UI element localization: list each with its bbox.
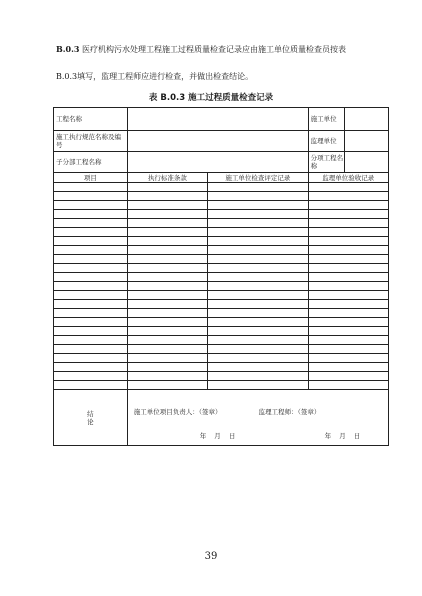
table-cell[interactable]	[308, 381, 388, 390]
subunit-value[interactable]	[127, 152, 308, 173]
table-cell[interactable]	[208, 264, 309, 273]
table-cell[interactable]	[54, 219, 128, 228]
table-cell[interactable]	[54, 300, 128, 309]
table-cell[interactable]	[54, 345, 128, 354]
table-cell[interactable]	[308, 192, 388, 201]
intro-line-1	[56, 44, 346, 55]
table-cell[interactable]	[208, 372, 309, 381]
table-row	[54, 273, 389, 282]
col-header-supervisor-record: 监理单位验收记录	[308, 173, 388, 183]
table-cell[interactable]	[127, 318, 207, 327]
table-cell[interactable]	[127, 201, 207, 210]
table-row	[54, 318, 389, 327]
table-cell[interactable]	[308, 228, 388, 237]
table-cell[interactable]	[208, 381, 309, 390]
table-cell[interactable]	[308, 201, 388, 210]
table-row	[54, 291, 389, 300]
table-cell[interactable]	[54, 309, 128, 318]
table-row	[54, 300, 389, 309]
table-cell[interactable]	[208, 345, 309, 354]
subitem-label: 分项工程名称	[310, 154, 344, 170]
table-row	[54, 183, 389, 192]
table-cell[interactable]	[308, 291, 388, 300]
table-cell[interactable]	[127, 219, 207, 228]
table-cell[interactable]	[308, 255, 388, 264]
table-cell[interactable]	[54, 363, 128, 372]
table-cell[interactable]	[308, 237, 388, 246]
page-number: 39	[204, 551, 218, 562]
table-cell[interactable]	[208, 273, 309, 282]
table-cell[interactable]	[127, 264, 207, 273]
table-cell[interactable]	[54, 372, 128, 381]
table-cell[interactable]	[127, 273, 207, 282]
table-cell[interactable]	[308, 219, 388, 228]
project-name-label: 工程名称	[54, 108, 128, 131]
table-cell[interactable]	[54, 282, 128, 291]
table-cell[interactable]	[127, 372, 207, 381]
table-cell[interactable]	[54, 291, 128, 300]
table-row	[54, 219, 389, 228]
table-cell[interactable]	[308, 282, 388, 291]
table-cell[interactable]	[127, 192, 207, 201]
table-cell[interactable]	[54, 354, 128, 363]
col-header-item: 项目	[54, 173, 128, 183]
supervisor-sign-date: 年 月 日	[324, 432, 361, 440]
table-cell[interactable]	[208, 201, 309, 210]
table-cell[interactable]	[208, 192, 309, 201]
intro-text-1: 医疗机构污水处理工程施工过程质量检查记录应由施工单位质量检查员按表	[82, 45, 347, 54]
table-cell[interactable]	[127, 300, 207, 309]
table-row	[54, 255, 389, 264]
table-cell[interactable]	[127, 363, 207, 372]
table-cell[interactable]	[308, 372, 388, 381]
table-row	[54, 264, 389, 273]
table-cell[interactable]	[208, 255, 309, 264]
table-cell[interactable]	[208, 336, 309, 345]
table-row	[54, 372, 389, 381]
table-cell[interactable]	[54, 264, 128, 273]
supervisor-sign-area[interactable]	[253, 390, 388, 445]
table-cell[interactable]	[308, 300, 388, 309]
table-row	[54, 192, 389, 201]
table-row	[54, 237, 389, 246]
table-row	[54, 381, 389, 390]
table-cell[interactable]	[127, 210, 207, 219]
table-cell[interactable]	[54, 255, 128, 264]
table-cell[interactable]	[127, 237, 207, 246]
table-cell[interactable]	[127, 354, 207, 363]
table-row	[54, 363, 389, 372]
table-cell[interactable]	[127, 381, 207, 390]
table-cell[interactable]	[308, 273, 388, 282]
conclusion-text: 结论	[87, 409, 94, 426]
standard-label: 施工执行规范名称及编号	[54, 131, 128, 152]
table-row	[54, 282, 389, 291]
table-cell[interactable]	[308, 309, 388, 318]
table-cell[interactable]	[127, 291, 207, 300]
table-cell[interactable]	[308, 327, 388, 336]
supervisor-sign-label: 监理工程师：（签章）	[258, 408, 321, 416]
table-cell[interactable]	[54, 183, 128, 192]
contractor-sign-date: 年 月 日	[199, 432, 236, 440]
intro-text-2: B.0.3填写，监理工程师应进行检查，并做出检查结论。	[56, 72, 254, 81]
table-cell[interactable]	[308, 264, 388, 273]
table-cell[interactable]	[308, 210, 388, 219]
table-row	[54, 327, 389, 336]
table-cell[interactable]	[208, 237, 309, 246]
table-cell[interactable]	[308, 183, 388, 192]
table-cell[interactable]	[208, 228, 309, 237]
contractor-sign-area[interactable]	[128, 390, 253, 445]
table-cell[interactable]	[308, 336, 388, 345]
table-cell[interactable]	[54, 318, 128, 327]
table-row	[54, 210, 389, 219]
construction-unit-label: 施工单位	[309, 108, 345, 130]
table-cell[interactable]	[54, 246, 128, 255]
table-row	[54, 354, 389, 363]
table-cell[interactable]	[308, 363, 388, 372]
table-row	[54, 309, 389, 318]
table-cell[interactable]	[208, 210, 309, 219]
table-cell[interactable]	[54, 210, 128, 219]
table-cell[interactable]	[127, 246, 207, 255]
table-cell[interactable]	[208, 282, 309, 291]
col-header-contractor-record: 施工单位检查评定记录	[208, 173, 309, 183]
subunit-label: 子分部工程名称	[54, 152, 128, 173]
table-cell[interactable]	[54, 192, 128, 201]
table-cell[interactable]	[208, 363, 309, 372]
subitem-value[interactable]	[345, 152, 388, 172]
record-rows	[54, 183, 389, 390]
table-cell[interactable]	[208, 291, 309, 300]
supervision-unit-value[interactable]	[345, 131, 388, 151]
table-cell[interactable]	[308, 246, 388, 255]
table-cell[interactable]	[208, 183, 309, 192]
table-cell[interactable]	[54, 327, 128, 336]
table-cell[interactable]	[127, 228, 207, 237]
table-caption: 表 B.0.3 施工过程质量检查记录	[148, 93, 274, 103]
table-cell[interactable]	[208, 327, 309, 336]
table-cell[interactable]	[127, 336, 207, 345]
table-cell[interactable]	[208, 300, 309, 309]
table-cell[interactable]	[127, 345, 207, 354]
intro-line-2	[56, 72, 253, 82]
table-cell[interactable]	[208, 309, 309, 318]
table-row	[54, 228, 389, 237]
table-cell[interactable]	[54, 336, 128, 345]
table-cell[interactable]	[54, 201, 128, 210]
table-row	[54, 246, 389, 255]
project-name-value[interactable]	[127, 108, 308, 131]
table-cell[interactable]	[308, 354, 388, 363]
table-cell[interactable]	[208, 318, 309, 327]
contractor-sign-label: 施工单位项目负责人：（签章）	[133, 408, 222, 416]
table-row	[54, 201, 389, 210]
table-cell[interactable]	[54, 273, 128, 282]
table-cell[interactable]	[208, 219, 309, 228]
supervision-unit-label: 监理单位	[309, 131, 345, 151]
table-cell[interactable]	[127, 183, 207, 192]
table-cell[interactable]	[127, 309, 207, 318]
table-row	[54, 345, 389, 354]
table-cell[interactable]	[127, 327, 207, 336]
table-cell[interactable]	[208, 354, 309, 363]
col-header-standard-clause: 执行标准条款	[127, 173, 207, 183]
table-row	[54, 336, 389, 345]
table-cell[interactable]	[127, 282, 207, 291]
table-cell[interactable]	[208, 246, 309, 255]
quality-check-table	[53, 107, 389, 446]
table-cell[interactable]	[54, 237, 128, 246]
conclusion-label	[54, 390, 128, 446]
clause-number: B.0.3	[56, 44, 80, 54]
construction-unit-value[interactable]	[345, 108, 388, 130]
standard-value[interactable]	[127, 131, 308, 152]
table-cell[interactable]	[308, 318, 388, 327]
table-cell[interactable]	[127, 255, 207, 264]
table-cell[interactable]	[54, 381, 128, 390]
table-cell[interactable]	[308, 345, 388, 354]
table-cell[interactable]	[54, 228, 128, 237]
